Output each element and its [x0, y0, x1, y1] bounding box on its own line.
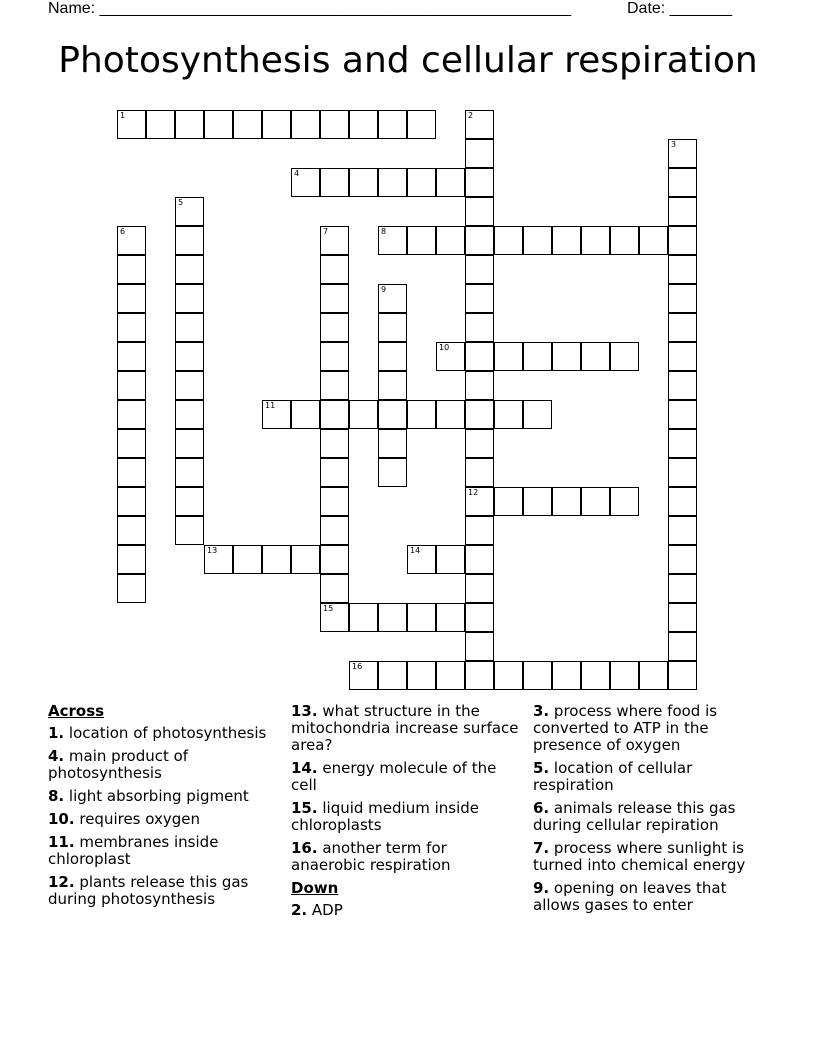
- crossword-cell[interactable]: [407, 400, 436, 429]
- crossword-cell[interactable]: [117, 516, 146, 545]
- crossword-cell[interactable]: [262, 400, 291, 429]
- crossword-cell[interactable]: [668, 661, 697, 690]
- crossword-cell[interactable]: [117, 545, 146, 574]
- crossword-cell[interactable]: [436, 545, 465, 574]
- clue-number: 7: [323, 227, 329, 236]
- name-field-label: Name: _____________________________________________________: [48, 0, 572, 17]
- clue-number: 15: [323, 604, 334, 613]
- crossword-cell[interactable]: [668, 400, 697, 429]
- crossword-cell[interactable]: [378, 226, 407, 255]
- down-heading: Down: [291, 879, 339, 897]
- crossword-cell[interactable]: [465, 458, 494, 487]
- crossword-cell[interactable]: [552, 226, 581, 255]
- clue-number: 3: [671, 140, 677, 149]
- crossword-cell[interactable]: [552, 487, 581, 516]
- crossword-cell[interactable]: [320, 400, 349, 429]
- clue-column-1: [48, 703, 273, 914]
- crossword-cell[interactable]: [465, 284, 494, 313]
- crossword-cell[interactable]: [320, 371, 349, 400]
- crossword-cell[interactable]: [175, 313, 204, 342]
- crossword-cell[interactable]: [117, 371, 146, 400]
- clue-down-3: 3. process where food is converted to ATP in the presence of oxygen: [533, 702, 718, 754]
- crossword-cell[interactable]: [465, 429, 494, 458]
- crossword-cell[interactable]: [668, 342, 697, 371]
- crossword-cell[interactable]: [668, 545, 697, 574]
- date-field-label: Date: _______: [627, 0, 732, 17]
- crossword-cell[interactable]: [117, 255, 146, 284]
- clue-down-2: 2. ADP: [291, 901, 343, 919]
- crossword-cell[interactable]: [117, 400, 146, 429]
- crossword-cell[interactable]: [436, 342, 465, 371]
- clue-across-12: 12. plants release this gas during photosynthesis: [48, 873, 249, 908]
- crossword-cell[interactable]: [378, 400, 407, 429]
- clue-number: 5: [178, 198, 184, 207]
- crossword-cell[interactable]: [291, 168, 320, 197]
- clue-down-9: 9. opening on leaves that allows gases to enter: [533, 879, 727, 914]
- clue-across-11: 11. membranes inside chloroplast: [48, 833, 219, 868]
- crossword-cell[interactable]: [581, 661, 610, 690]
- crossword-cell[interactable]: [378, 342, 407, 371]
- crossword-cell[interactable]: [668, 632, 697, 661]
- crossword-cell[interactable]: [436, 661, 465, 690]
- crossword-cell[interactable]: [291, 545, 320, 574]
- crossword-cell[interactable]: [378, 110, 407, 139]
- crossword-cell[interactable]: [291, 110, 320, 139]
- crossword-cell[interactable]: [465, 661, 494, 690]
- crossword-cell[interactable]: [465, 603, 494, 632]
- crossword-cell[interactable]: [117, 313, 146, 342]
- crossword-cell[interactable]: [349, 110, 378, 139]
- crossword-cell[interactable]: [320, 313, 349, 342]
- clue-across-16: 16. another term for anaerobic respiration: [291, 839, 451, 874]
- crossword-cell[interactable]: [465, 226, 494, 255]
- crossword-cell[interactable]: [668, 284, 697, 313]
- crossword-cell[interactable]: [117, 284, 146, 313]
- clue-down-6: 6. animals release this gas during cellular repiration: [533, 799, 736, 834]
- crossword-cell[interactable]: [407, 110, 436, 139]
- across-heading: Across: [48, 702, 105, 720]
- crossword-cell[interactable]: [378, 168, 407, 197]
- crossword-cell[interactable]: [320, 603, 349, 632]
- crossword-cell[interactable]: [552, 342, 581, 371]
- clue-across-13: 13. what structure in the mitochondria increase surface area?: [291, 702, 519, 754]
- crossword-cell[interactable]: [320, 226, 349, 255]
- crossword-cell[interactable]: [378, 429, 407, 458]
- crossword-cell[interactable]: [175, 110, 204, 139]
- crossword-cell[interactable]: [465, 255, 494, 284]
- clue-number: 4: [294, 169, 300, 178]
- crossword-cell[interactable]: [668, 197, 697, 226]
- crossword-cell[interactable]: [668, 168, 697, 197]
- crossword-cell[interactable]: [407, 603, 436, 632]
- crossword-cell[interactable]: [146, 110, 175, 139]
- crossword-cell[interactable]: [117, 458, 146, 487]
- crossword-cell[interactable]: [407, 168, 436, 197]
- crossword-cell[interactable]: [262, 110, 291, 139]
- clue-across-14: 14. energy molecule of the cell: [291, 759, 497, 794]
- crossword-cell[interactable]: [204, 110, 233, 139]
- crossword-cell[interactable]: [523, 661, 552, 690]
- clue-column-2: [291, 703, 519, 925]
- crossword-cell[interactable]: [523, 400, 552, 429]
- crossword-cell[interactable]: [117, 110, 146, 139]
- clue-number: 11: [265, 401, 276, 410]
- crossword-cell[interactable]: [291, 400, 320, 429]
- crossword-cell[interactable]: [117, 226, 146, 255]
- crossword-cell[interactable]: [668, 313, 697, 342]
- clue-across-8: 8. light absorbing pigment: [48, 787, 249, 805]
- crossword-cell[interactable]: [175, 516, 204, 545]
- crossword-cell[interactable]: [668, 603, 697, 632]
- crossword-cell[interactable]: [523, 342, 552, 371]
- crossword-cell[interactable]: [436, 168, 465, 197]
- clue-number: 6: [120, 227, 126, 236]
- crossword-cell[interactable]: [465, 487, 494, 516]
- clue-down-7: 7. process where sunlight is turned into chemical energy: [533, 839, 746, 874]
- crossword-cell[interactable]: [320, 168, 349, 197]
- crossword-cell[interactable]: [494, 661, 523, 690]
- crossword-cell[interactable]: [610, 226, 639, 255]
- clue-number: 2: [468, 111, 474, 120]
- crossword-cell[interactable]: [668, 429, 697, 458]
- crossword-cell[interactable]: [465, 139, 494, 168]
- crossword-cell[interactable]: [349, 400, 378, 429]
- crossword-cell[interactable]: [668, 371, 697, 400]
- clue-across-1: 1. location of photosynthesis: [48, 724, 267, 742]
- crossword-cell[interactable]: [494, 226, 523, 255]
- crossword-cell[interactable]: [320, 255, 349, 284]
- crossword-cell[interactable]: [320, 458, 349, 487]
- crossword-cell[interactable]: [668, 226, 697, 255]
- crossword-cell[interactable]: [465, 632, 494, 661]
- crossword-cell[interactable]: [320, 574, 349, 603]
- crossword-cell[interactable]: [465, 574, 494, 603]
- clue-number: 8: [381, 227, 387, 236]
- clue-number: 12: [468, 488, 479, 497]
- crossword-cell[interactable]: [523, 226, 552, 255]
- crossword-cell[interactable]: [494, 400, 523, 429]
- crossword-cell[interactable]: [465, 371, 494, 400]
- clue-number: 10: [439, 343, 450, 352]
- crossword-cell[interactable]: [581, 342, 610, 371]
- clue-down-5: 5. location of cellular respiration: [533, 759, 693, 794]
- crossword-cell[interactable]: [610, 661, 639, 690]
- crossword-cell[interactable]: [668, 458, 697, 487]
- crossword-cell[interactable]: [349, 603, 378, 632]
- crossword-cell[interactable]: [581, 487, 610, 516]
- clue-number: 9: [381, 285, 387, 294]
- crossword-cell[interactable]: [117, 342, 146, 371]
- crossword-cell[interactable]: [262, 545, 291, 574]
- clue-number: 13: [207, 546, 218, 555]
- clue-across-10: 10. requires oxygen: [48, 810, 200, 828]
- crossword-cell[interactable]: [175, 284, 204, 313]
- crossword-cell[interactable]: [668, 139, 697, 168]
- crossword-cell[interactable]: [436, 400, 465, 429]
- crossword-cell[interactable]: [204, 545, 233, 574]
- crossword-cell[interactable]: [378, 458, 407, 487]
- crossword-cell[interactable]: [117, 574, 146, 603]
- crossword-cell[interactable]: [436, 603, 465, 632]
- crossword-cell[interactable]: [320, 487, 349, 516]
- crossword-cell[interactable]: [465, 168, 494, 197]
- crossword-cell[interactable]: [465, 197, 494, 226]
- crossword-cell[interactable]: [378, 661, 407, 690]
- crossword-cell[interactable]: [465, 110, 494, 139]
- crossword-cell[interactable]: [117, 487, 146, 516]
- crossword-cell[interactable]: [494, 342, 523, 371]
- crossword-cell[interactable]: [465, 400, 494, 429]
- crossword-cell[interactable]: [175, 487, 204, 516]
- crossword-cell[interactable]: [320, 110, 349, 139]
- crossword-cell[interactable]: [639, 661, 668, 690]
- crossword-cell[interactable]: [320, 342, 349, 371]
- crossword-cell[interactable]: [175, 255, 204, 284]
- clue-across-15: 15. liquid medium inside chloroplasts: [291, 799, 480, 834]
- crossword-cell[interactable]: [639, 226, 668, 255]
- crossword-cell[interactable]: [175, 458, 204, 487]
- crossword-cell[interactable]: [523, 487, 552, 516]
- crossword-cell[interactable]: [610, 487, 639, 516]
- crossword-cell[interactable]: [610, 342, 639, 371]
- crossword-cell[interactable]: [465, 516, 494, 545]
- crossword-cell[interactable]: [320, 284, 349, 313]
- crossword-cell[interactable]: [668, 516, 697, 545]
- page-title: Photosynthesis and cellular respiration: [58, 40, 758, 81]
- crossword-cell[interactable]: [233, 545, 262, 574]
- crossword-cell[interactable]: [668, 255, 697, 284]
- clue-across-4: 4. main product of photosynthesis: [48, 747, 189, 782]
- crossword-cell[interactable]: [117, 429, 146, 458]
- clue-number: 14: [410, 546, 421, 555]
- crossword-cell[interactable]: [233, 110, 262, 139]
- crossword-cell[interactable]: [175, 429, 204, 458]
- crossword-cell[interactable]: [349, 168, 378, 197]
- crossword-cell[interactable]: [175, 197, 204, 226]
- crossword-cell[interactable]: [552, 661, 581, 690]
- crossword-cell[interactable]: [407, 545, 436, 574]
- crossword-cell[interactable]: [175, 226, 204, 255]
- crossword-cell[interactable]: [494, 487, 523, 516]
- crossword-cell[interactable]: [668, 574, 697, 603]
- clue-number: 1: [120, 111, 126, 120]
- clue-column-3: [533, 703, 761, 920]
- crossword-cell[interactable]: [465, 342, 494, 371]
- crossword-cell[interactable]: [465, 545, 494, 574]
- crossword-cell[interactable]: [320, 545, 349, 574]
- crossword-cell[interactable]: [407, 661, 436, 690]
- crossword-cell[interactable]: [581, 226, 610, 255]
- crossword-cell[interactable]: [407, 226, 436, 255]
- crossword-cell[interactable]: [465, 313, 494, 342]
- crossword-cell[interactable]: [175, 342, 204, 371]
- crossword-cell[interactable]: [378, 284, 407, 313]
- crossword-cell[interactable]: [320, 429, 349, 458]
- crossword-cell[interactable]: [349, 661, 378, 690]
- crossword-cell[interactable]: [378, 371, 407, 400]
- crossword-cell[interactable]: [436, 226, 465, 255]
- crossword-cell[interactable]: [378, 603, 407, 632]
- clue-number: 16: [352, 662, 363, 671]
- crossword-cell[interactable]: [378, 313, 407, 342]
- crossword-cell[interactable]: [175, 371, 204, 400]
- crossword-cell[interactable]: [668, 487, 697, 516]
- crossword-cell[interactable]: [175, 400, 204, 429]
- crossword-cell[interactable]: [320, 516, 349, 545]
